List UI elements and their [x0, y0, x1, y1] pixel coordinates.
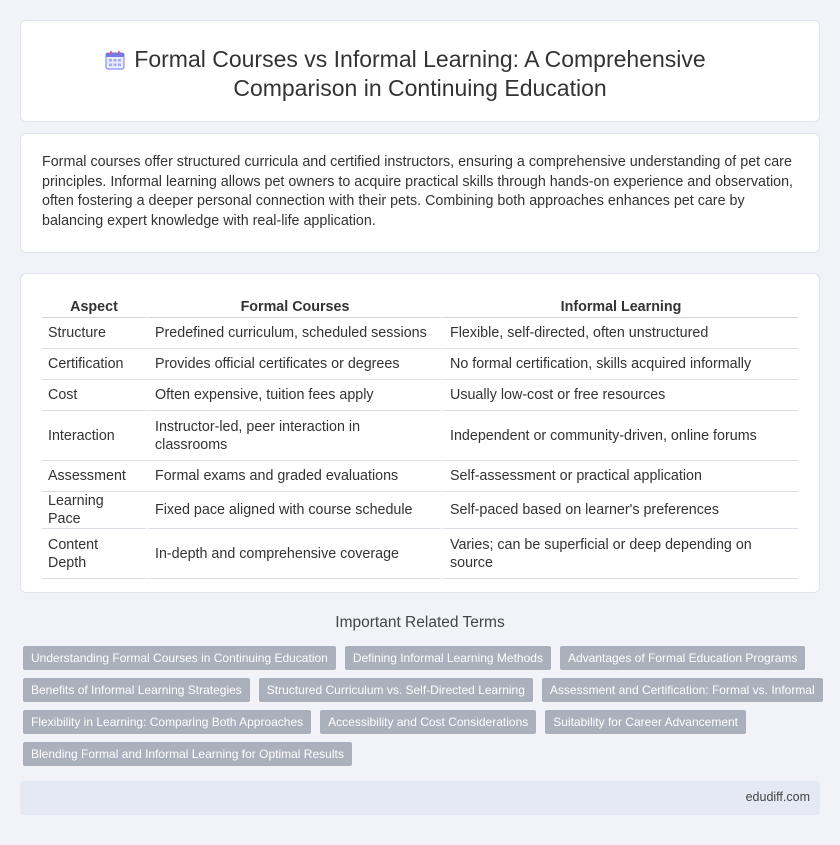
comparison-card: [20, 273, 820, 593]
table-cell: Often expensive, tuition fees apply: [146, 380, 441, 411]
intro-text: Formal courses offer structured curricula and certified instructors, ensuring a comprehensive understanding of pet care principles. Informal learning allows pet owners to acquire practical skills through hands-on experience and observation, often fostering a deeper personal connection with their pets. Combining both approaches enhances pet care by balancing expert knowledge with real-life application.: [42, 154, 793, 229]
table-row: [42, 380, 798, 411]
table-row: [42, 318, 798, 349]
table-row: [42, 411, 798, 461]
header-formal: Formal Courses: [146, 296, 441, 318]
header-informal: Informal Learning: [441, 296, 798, 318]
header-aspect: Aspect: [42, 296, 146, 318]
table-cell: Predefined curriculum, scheduled sessions: [146, 318, 441, 349]
table-cell: Instructor-led, peer interaction in classrooms: [146, 411, 441, 461]
table-cell: Fixed pace aligned with course schedule: [146, 492, 441, 529]
page-title: Formal Courses vs Informal Learning: A Comprehensive Comparison in Continuing Education: [134, 46, 706, 101]
related-term-tag[interactable]: Structured Curriculum vs. Self-Directed Learning: [259, 678, 533, 702]
table-header-row: [42, 296, 798, 318]
table-cell: Assessment: [42, 461, 146, 492]
table-cell: Structure: [42, 318, 146, 349]
header-card: [20, 20, 820, 122]
table-row: [42, 461, 798, 492]
related-term-tag[interactable]: Flexibility in Learning: Comparing Both Approaches: [23, 710, 311, 734]
table-row: [42, 349, 798, 380]
footer-site-link[interactable]: edudiff.com: [745, 790, 810, 804]
table-row: [42, 529, 798, 579]
related-term-tag[interactable]: Understanding Formal Courses in Continuing Education: [23, 646, 336, 670]
table-cell: Cost: [42, 380, 146, 411]
related-term-tag[interactable]: Accessibility and Cost Considerations: [320, 710, 536, 734]
intro-card: [20, 133, 820, 253]
related-terms-list: [23, 646, 823, 774]
related-term-tag[interactable]: Assessment and Certification: Formal vs. Informal: [542, 678, 823, 702]
related-term-tag[interactable]: Blending Formal and Informal Learning for Optimal Results: [23, 742, 352, 766]
related-term-tag[interactable]: Advantages of Formal Education Programs: [560, 646, 805, 670]
table-cell: Interaction: [42, 411, 146, 461]
related-term-tag[interactable]: Defining Informal Learning Methods: [345, 646, 551, 670]
related-term-tag[interactable]: Suitability for Career Advancement: [545, 710, 746, 734]
comparison-table: [42, 296, 798, 579]
table-cell: Provides official certificates or degrees: [146, 349, 441, 380]
table-cell: Usually low-cost or free resources: [441, 380, 798, 411]
table-cell: Varies; can be superficial or deep depending on source: [441, 529, 798, 579]
table-cell: Learning Pace: [42, 492, 146, 529]
table-cell: Content Depth: [42, 529, 146, 579]
footer-bar: [20, 781, 820, 815]
table-cell: No formal certification, skills acquired informally: [441, 349, 798, 380]
table-cell: Flexible, self-directed, often unstructured: [441, 318, 798, 349]
table-cell: In-depth and comprehensive coverage: [146, 529, 441, 579]
table-cell: Certification: [42, 349, 146, 380]
calendar-icon: [104, 49, 126, 71]
related-term-tag[interactable]: Benefits of Informal Learning Strategies: [23, 678, 250, 702]
table-cell: Formal exams and graded evaluations: [146, 461, 441, 492]
table-row: [42, 492, 798, 529]
table-cell: Self-assessment or practical application: [441, 461, 798, 492]
related-terms-title: Important Related Terms: [335, 614, 505, 631]
table-cell: Self-paced based on learner's preferences: [441, 492, 798, 529]
table-cell: Independent or community-driven, online forums: [441, 411, 798, 461]
